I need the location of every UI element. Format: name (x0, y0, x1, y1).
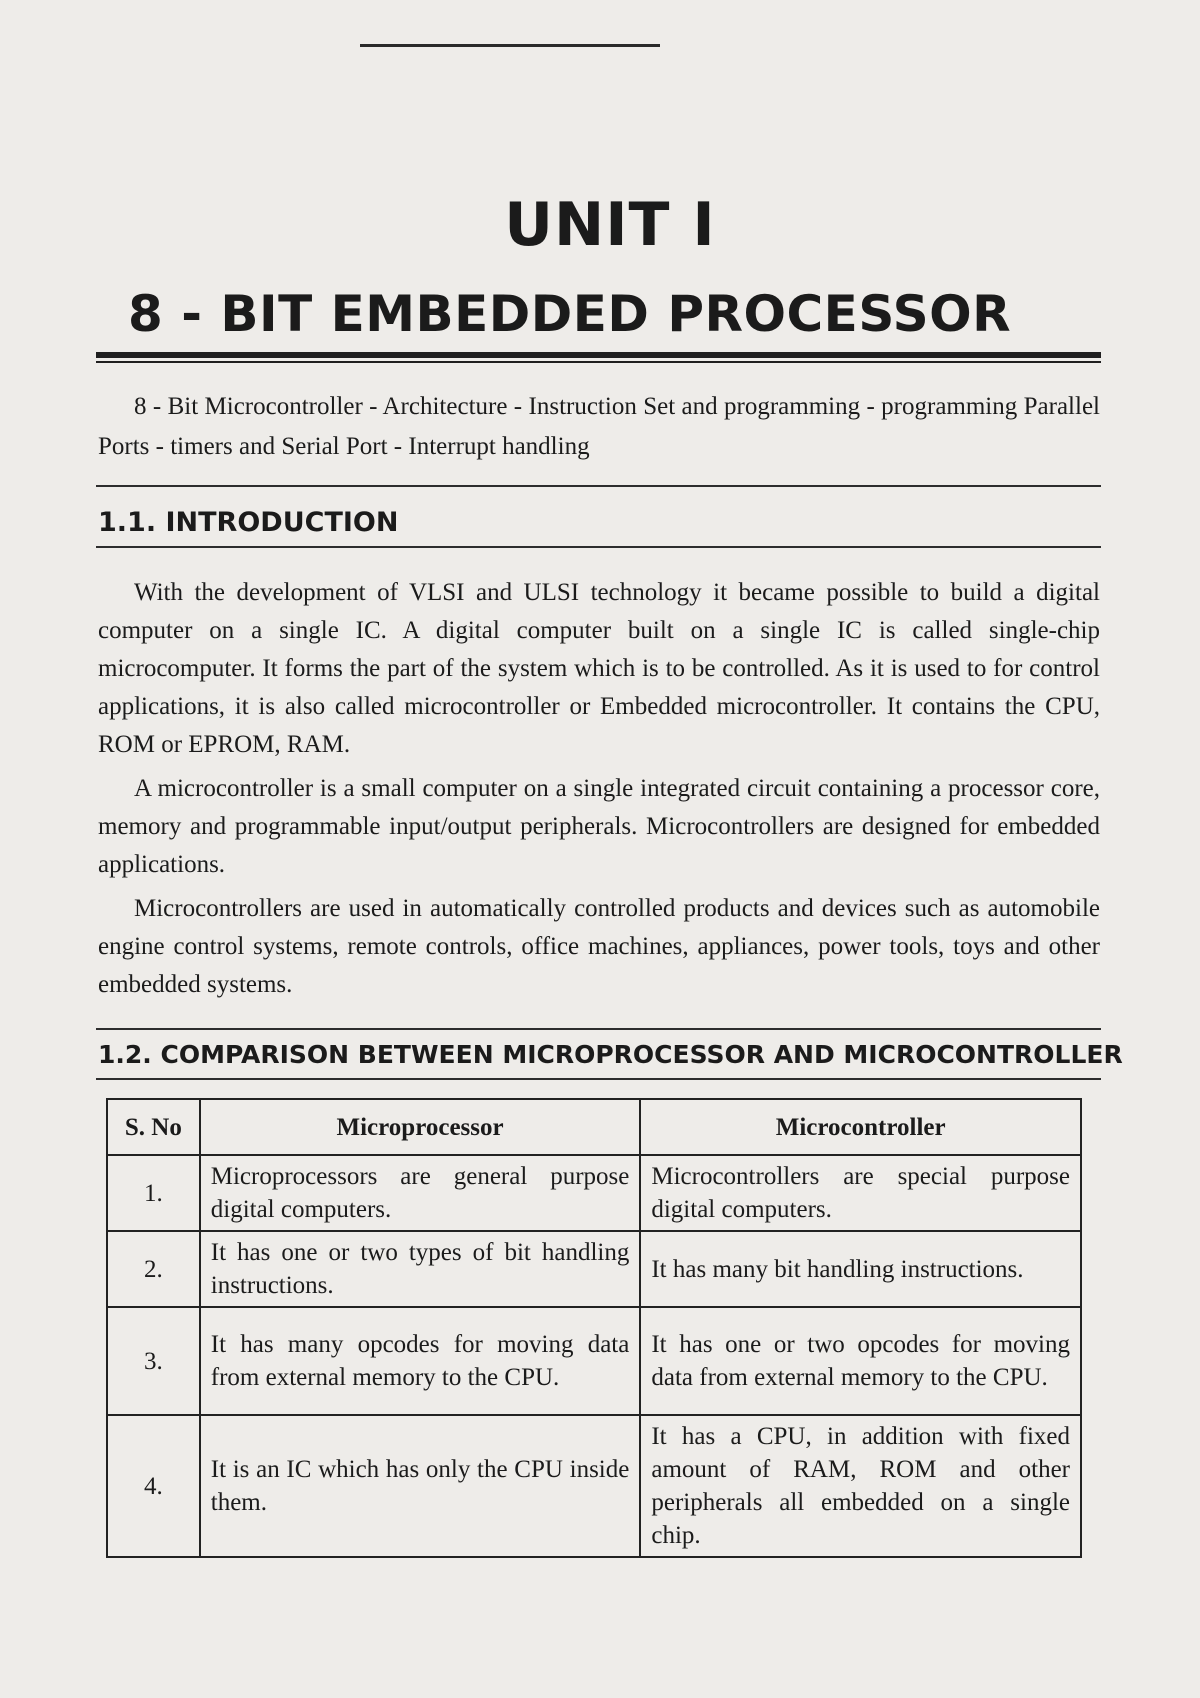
serial-number-cell: 2. (107, 1231, 200, 1307)
chapter-rule-secondary (96, 361, 1101, 363)
unit-title: UNIT I (504, 190, 716, 260)
section-heading-introduction: 1.1. INTRODUCTION (98, 507, 399, 538)
chapter-rule (96, 352, 1101, 358)
section-rule-top (96, 1028, 1101, 1030)
table-header-row (107, 1099, 1081, 1155)
section-heading-comparison: 1.2. COMPARISON BETWEEN MICROPROCESSOR AND MICROCONTROLLER (98, 1040, 1123, 1069)
serial-number-cell: 1. (107, 1155, 200, 1231)
comparison-table (106, 1098, 1082, 1558)
syllabus-text: 8 - Bit Microcontroller - Architecture - Instruction Set and programming - programming Parallel Ports - timers and Serial Port - Interrupt handling (98, 393, 1100, 460)
introduction-body (98, 574, 1100, 1010)
microcontroller-cell: It has a CPU, in addition with fixed amount of RAM, ROM and other peripherals all embedded on a single chip. (640, 1415, 1081, 1557)
table-row (107, 1415, 1081, 1557)
microcontroller-cell: It has one or two opcodes for moving data from external memory to the CPU. (640, 1307, 1081, 1415)
column-header-sno: S. No (107, 1099, 200, 1155)
paragraph: Microcontrollers are used in automatically controlled products and devices such as automobile engine control systems, remote controls, office machines, appliances, power tools, toys and other embedded systems. (98, 895, 1100, 998)
top-rule (360, 44, 660, 47)
section-rule-bottom (96, 546, 1101, 548)
microcontroller-cell: It has many bit handling instructions. (640, 1231, 1081, 1307)
paragraph: With the development of VLSI and ULSI technology it became possible to build a digital computer on a single IC. A digital computer built on a single IC is called single-chip microcomputer. It forms the part of the system which is to be controlled. As it is used to for control applications, it is also called microcontroller or Embedded microcontroller. It contains the CPU, ROM or EPROM, RAM. (98, 579, 1100, 758)
serial-number-cell: 4. (107, 1415, 200, 1557)
section-rule-bottom (96, 1078, 1101, 1080)
microprocessor-cell: Microprocessors are general purpose digital computers. (200, 1155, 641, 1231)
table-row (107, 1307, 1081, 1415)
column-header-microprocessor: Microprocessor (200, 1099, 641, 1155)
table-row (107, 1231, 1081, 1307)
table-row (107, 1155, 1081, 1231)
microprocessor-cell: It has one or two types of bit handling instructions. (200, 1231, 641, 1307)
microprocessor-cell: It has many opcodes for moving data from external memory to the CPU. (200, 1307, 641, 1415)
serial-number-cell: 3. (107, 1307, 200, 1415)
paragraph: A microcontroller is a small computer on a single integrated circuit containing a processor core, memory and programmable input/output peripherals. Microcontrollers are designed for embedded applications. (98, 775, 1100, 878)
chapter-title: 8 - BIT EMBEDDED PROCESSOR (128, 285, 1012, 343)
column-header-microcontroller: Microcontroller (640, 1099, 1081, 1155)
microcontroller-cell: Microcontrollers are special purpose digital computers. (640, 1155, 1081, 1231)
section-rule-top (96, 485, 1101, 487)
microprocessor-cell: It is an IC which has only the CPU inside them. (200, 1415, 641, 1557)
